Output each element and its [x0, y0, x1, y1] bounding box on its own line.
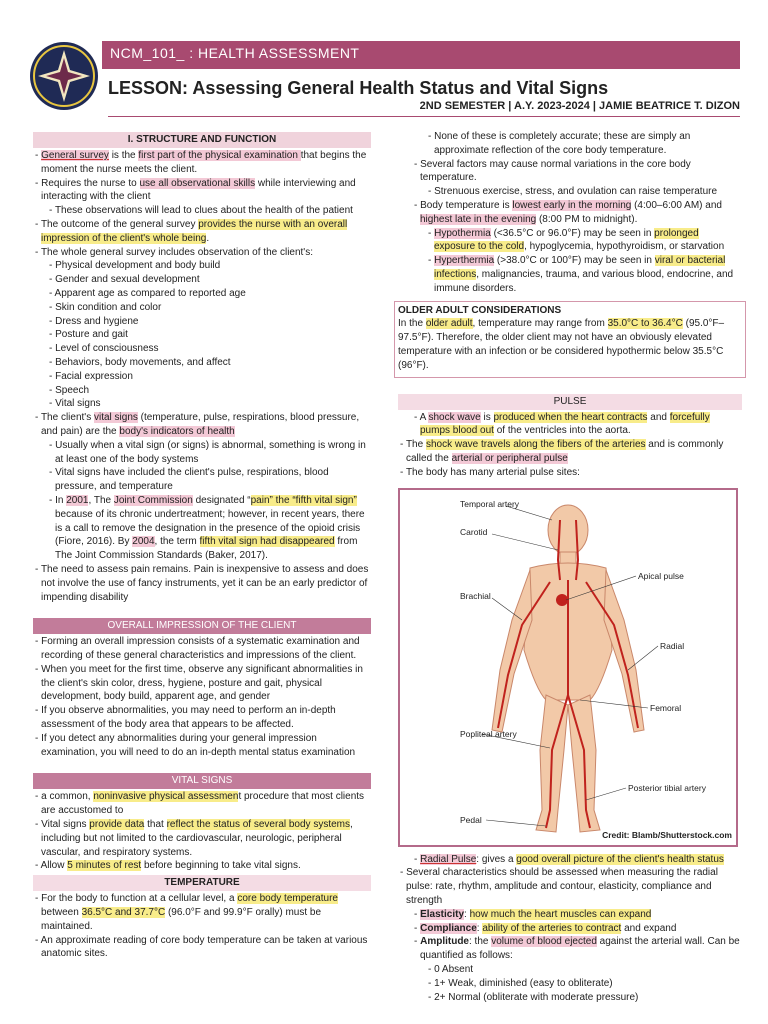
- list-item: - Forming an overall impression consists of a systematic examination and recording of these general characteristics and impressions of the client.: [35, 636, 360, 662]
- right-column: [398, 130, 742, 1004]
- list-item: - 1+ Weak, diminished (easy to obliterate): [428, 977, 613, 989]
- list-item: - Requires the nurse to use all observational skills while interviewing and interacting with the client: [35, 177, 356, 203]
- list-item: - Usually when a vital sign (or signs) is abnormal, something is wrong in at least one of the body systems: [49, 439, 366, 465]
- older-adult-text: In the older adult, temperature may range from 35.0°C to 36.4°C (95.0°F–97.5°F). Therefore, the older client may not have an obviously elevated temperature with an infection or be considered hypothermic below 35.5°C (96°F).: [398, 318, 725, 371]
- list-item: - Hypothermia (<36.5°C or 96.0°F) may be seen in prolonged exposure to the cold, hypoglycemia, hypothyroidism, or starvation: [428, 227, 725, 253]
- label-brachial: Brachial: [460, 590, 491, 601]
- list-item: - Several factors may cause normal variations in the core body temperature.: [414, 158, 691, 184]
- list-item: - Compliance: ability of the arteries to contract and expand: [414, 922, 677, 934]
- list-item: - Skin condition and color: [49, 301, 162, 313]
- label-pedal: Pedal: [460, 814, 482, 825]
- older-adult-title: OLDER ADULT CONSIDERATIONS: [398, 304, 562, 316]
- list-item: - Dress and hygiene: [49, 315, 139, 327]
- list-item: - Speech: [49, 384, 90, 396]
- lesson-title: LESSON: Assessing General Health Status and Vital Signs: [108, 78, 609, 98]
- label-femoral: Femoral: [650, 702, 682, 713]
- list-item: - The body has many arterial pulse sites:: [400, 466, 580, 478]
- image-credit: Credit: Blamb/Shutterstock.com: [602, 829, 732, 840]
- list-item: - Apparent age as compared to reported age: [49, 287, 246, 299]
- list-item: - If you observe abnormalities, you may need to perform an in-depth assessment of the body area that appears to be affected.: [35, 705, 336, 731]
- label-popliteal: Popliteal artery: [460, 728, 517, 739]
- arterial-pulse-sites-diagram: [398, 488, 738, 847]
- section-vital-signs: VITAL SIGNS: [33, 773, 371, 789]
- semester-info: 2ND SEMESTER | A.Y. 2023-2024 | JAMIE BEATRICE T. DIZON: [419, 100, 740, 112]
- list-item: - Vital signs: [49, 398, 101, 410]
- list-item: - Body temperature is lowest early in the morning (4:00–6:00 AM) and highest late in the evening (8:00 PM to midnight).: [414, 199, 722, 225]
- list-item: - General survey is the first part of the physical examination that begins the moment the nurse meets the client.: [35, 150, 367, 175]
- header-rule: [108, 116, 740, 117]
- list-item: - Radial Pulse: gives a good overall picture of the client's health status: [414, 853, 724, 865]
- list-item: - Posture and gait: [49, 329, 128, 341]
- list-item: - Strenuous exercise, stress, and ovulation can raise temperature: [428, 186, 718, 198]
- list-item: - Hyperthermia (>38.0°C or 100°F) may be seen in viral or bacterial infections, malignancies, trauma, and various blood, endocrine, and immune disorders.: [428, 255, 734, 294]
- section-pulse: PULSE: [398, 394, 742, 410]
- list-item: - The client's vital signs (temperature, pulse, respirations, blood pressure, and pain) are the body's indicators of health: [35, 412, 360, 437]
- list-item: - a common, noninvasive physical assessment procedure that most clients are accustomed to: [35, 791, 365, 817]
- label-carotid: Carotid: [460, 526, 488, 537]
- list-item: - Vital signs have included the client's pulse, respirations, blood pressure, and temperature: [49, 467, 329, 493]
- list-item: - Physical development and body build: [49, 260, 221, 272]
- label-posterior-tibial: Posterior tibial artery: [628, 782, 706, 793]
- list-item: - The shock wave travels along the fibers of the arteries and is commonly called the arterial or peripheral pulse: [400, 439, 724, 464]
- list-item: - None of these is completely accurate; these are simply an approximate reflection of the core body temperature.: [428, 131, 691, 156]
- list-item: - A shock wave is produced when the heart contracts and forcefully pumps blood out of the ventricles into the aorta.: [414, 411, 710, 437]
- list-item: - Several characteristics should be assessed when measuring the radial pulse: rate, rhythm, amplitude and contour, elasticity, compliance and strength: [400, 867, 718, 906]
- list-item: - In 2001, The Joint Commission designated “pain” the “fifth vital sign” because of its chronic undertreatment; however, in recent years, there is a call to remove the designation in the presence of the opioid crisis (Fiore, 2016). By 2004, the term fifth vital sign had disappeared from The Joint Commission Standards (Baker, 2017).: [49, 494, 365, 562]
- list-item: - For the body to function at a cellular level, a core body temperature between 36.5°C and 37.7°C (96.0°F and 99.9°F orally) must be maintained.: [35, 893, 338, 932]
- list-item: - Gender and sexual development: [49, 274, 200, 286]
- label-radial: Radial: [660, 640, 685, 651]
- list-item: - Allow 5 minutes of rest before beginning to take vital signs.: [35, 860, 301, 872]
- list-item: - Vital signs provide data that reflect the status of several body systems, including but not limited to the cardiovascular, neurologic, peripheral vascular, and respiratory systems.: [35, 819, 353, 858]
- list-item: - The outcome of the general survey provides the nurse with an overall impression of the client's whole being.: [35, 218, 348, 244]
- list-item: - If you detect any abnormalities during your general impression examination, you will need to do an in-depth mental status examination: [35, 732, 356, 758]
- list-item: - The need to assess pain remains. Pain is inexpensive to assess and does not involve the use of fancy instruments, yet it can be an early predictor of impending disability: [35, 563, 369, 603]
- left-column: [33, 130, 371, 961]
- older-adult-box: [394, 301, 746, 378]
- label-temporal: Temporal artery: [460, 498, 520, 509]
- list-item: - When you meet for the first time, observe any significant abnormalities in the client's skin color, dress, hygiene, posture and gait, physical development, body build, apparent age, and gender: [35, 663, 363, 703]
- list-item: - Level of consciousness: [49, 343, 159, 355]
- list-item: - The whole general survey includes observation of the client's:: [35, 246, 313, 258]
- list-item: - Amplitude: the volume of blood ejected against the arterial wall. Can be quantified as follows:: [414, 936, 740, 962]
- list-item: - Elasticity: how much the heart muscles can expand: [414, 908, 652, 920]
- cross-logo-icon: [28, 40, 100, 112]
- section-overall-impression: OVERALL IMPRESSION OF THE CLIENT: [33, 618, 371, 634]
- course-title: NCM_101_ : HEALTH ASSESSMENT: [110, 45, 360, 61]
- list-item: - Facial expression: [49, 370, 133, 382]
- list-item: - 2+ Normal (obliterate with moderate pressure): [428, 991, 639, 1003]
- label-apical: Apical pulse: [638, 570, 684, 581]
- list-item: - 0 Absent: [428, 963, 474, 975]
- list-item: - Behaviors, body movements, and affect: [49, 356, 231, 368]
- section-structure-function: I. STRUCTURE AND FUNCTION: [33, 132, 371, 148]
- section-temperature: TEMPERATURE: [33, 875, 371, 891]
- list-item: - These observations will lead to clues about the health of the patient: [49, 205, 353, 217]
- list-item: - An approximate reading of core body temperature can be taken at various anatomic sites.: [35, 934, 368, 960]
